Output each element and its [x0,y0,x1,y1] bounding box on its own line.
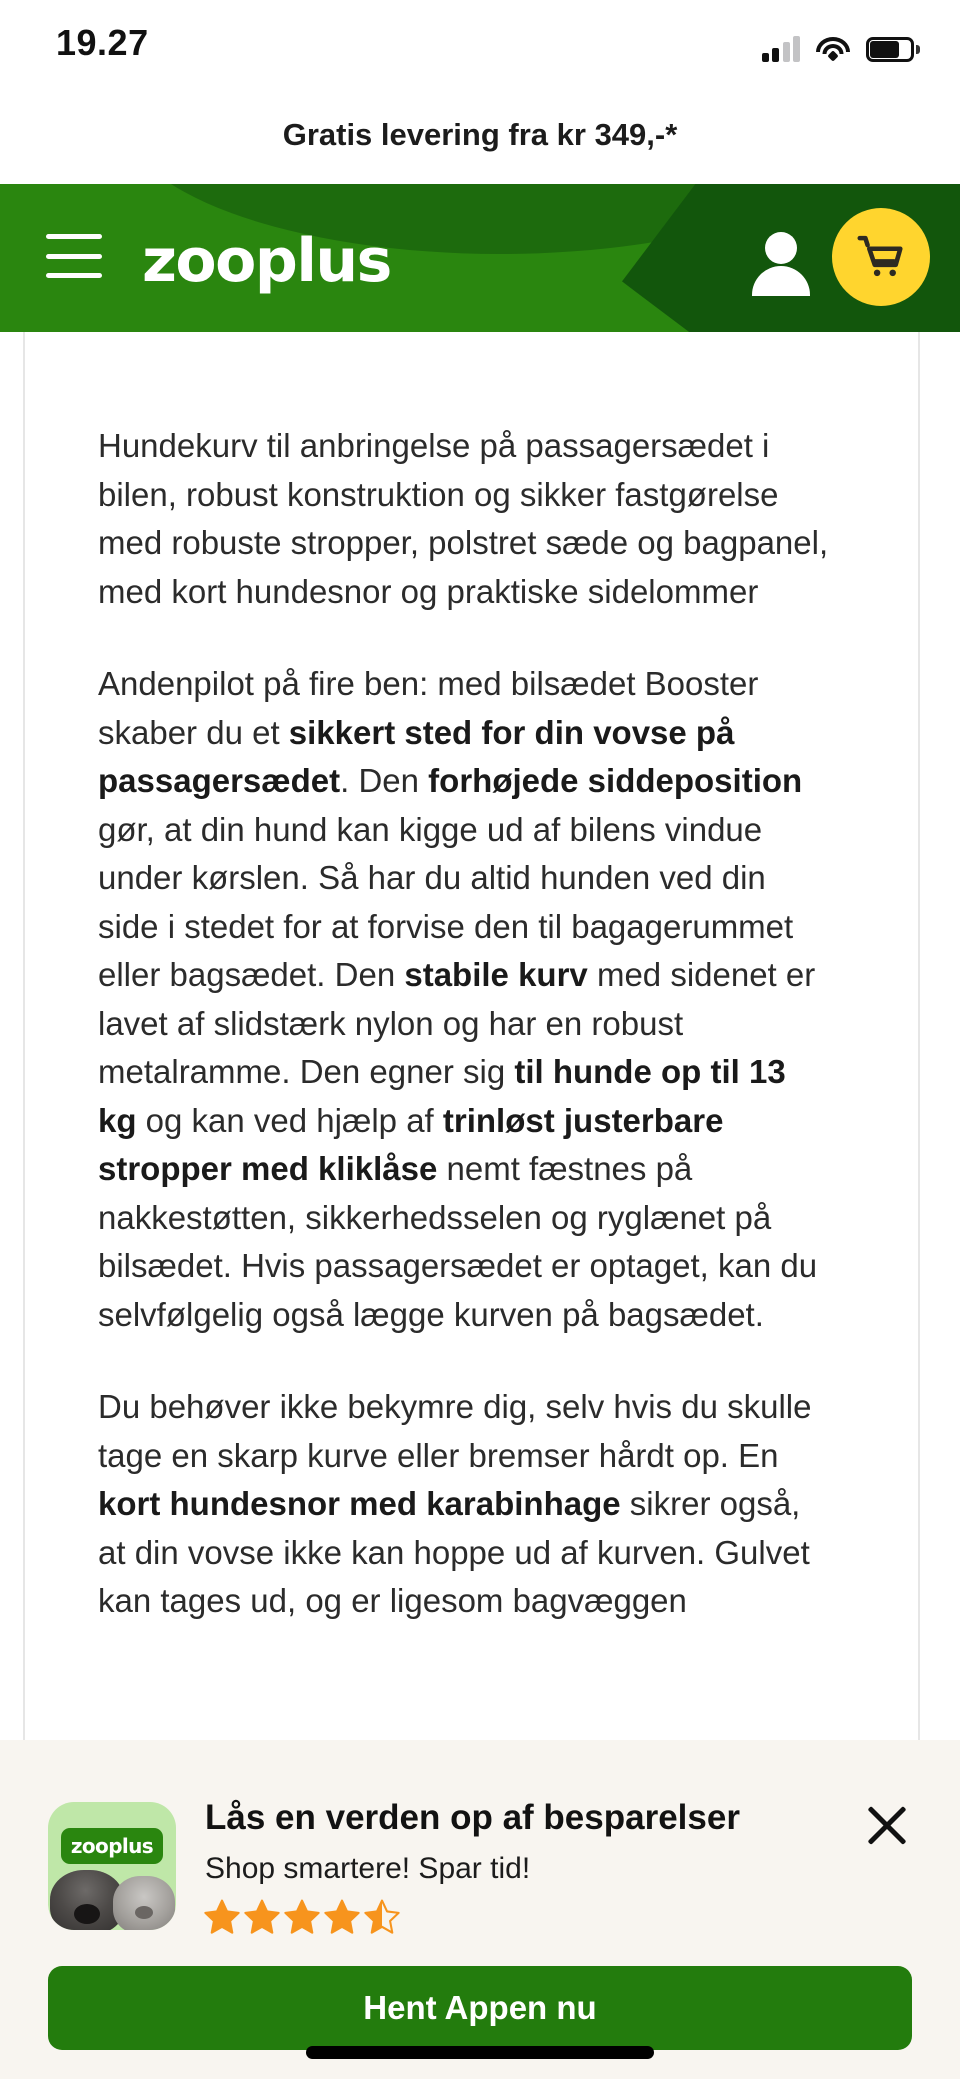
get-app-button[interactable]: Hent Appen nu [48,1966,912,2050]
star-icon [363,1898,401,1936]
account-icon[interactable] [750,232,812,290]
status-time: 19.27 [56,22,149,63]
rating-stars [203,1898,401,1936]
app-install-banner [0,1740,960,2079]
cat-photo [113,1876,175,1930]
description-card [23,332,920,1740]
star-icon [243,1898,281,1936]
status-bar [0,0,960,86]
close-icon[interactable] [860,1798,914,1852]
emphasised-text: forhøjede siddeposition [428,762,803,799]
body-text: Du behøver ikke bekymre dig, selv hvis du skulle tage en skarp kurve eller bremser hårdt op. En [98,1388,812,1474]
app-icon-logo: zooplus [61,1828,163,1864]
body-text: sikrer også, at din vovse ikke kan hoppe ud af kurven. Gulvet kan tages ud, og er ligesom bagvæggen [98,1485,810,1619]
product-description-section [0,332,960,1740]
hamburger-menu-icon[interactable] [46,234,102,278]
emphasised-text: trinløst justerbare stropper med kliklåse [98,1101,724,1187]
home-indicator [306,2046,654,2059]
cellular-signal-icon [762,36,801,62]
app-banner-subtitle: Shop smartere! Spar tid! [205,1852,531,1885]
star-icon [323,1898,361,1936]
body-text: nemt fæstnes på nakkestøtten, sikkerhedsselen og ryglænet på bilsædet. Hvis passagersædet er optaget, kan du selvfølgelig også lægge kurven på bagsædet. [98,1150,818,1333]
body-text: Hundekurv til anbringelse på passagersædet i bilen, robust konstruktion og sikker fastgørelse med robuste stropper, polstret sæde og bagpanel, med kort hundesnor og praktiske sidelommer [98,427,829,610]
status-icons [762,28,915,62]
body-text: med sidenet er lavet af slidstærk nylon og har en robust metalramme. Den egner sig [98,956,816,1090]
emphasised-text: sikkert sted for din vovse på passagersædet [98,713,735,799]
app-icon [48,1802,176,1930]
app-banner-title: Lås en verden op af besparelser [205,1798,740,1837]
promo-banner-text: Gratis levering fra kr 349,-* [282,117,678,152]
zooplus-logo[interactable]: zooplus [142,226,391,296]
emphasised-text: stabile kurv [404,956,588,993]
star-icon [203,1898,241,1936]
description-paragraph-3 [98,1383,833,1626]
body-text: . Den [340,762,429,799]
promo-banner [0,86,960,184]
emphasised-text: til hunde op til 13 kg [98,1053,786,1139]
body-text: Andenpilot på fire ben: med bilsædet Booster skaber du et [98,665,759,751]
description-paragraph-2 [98,660,833,1339]
battery-icon [866,37,914,62]
star-icon [283,1898,321,1936]
cart-icon[interactable] [832,208,930,306]
body-text: og kan ved hjælp af [136,1101,443,1139]
emphasised-text: kort hundesnor med karabinhage [98,1485,621,1522]
wifi-icon [816,36,850,62]
description-paragraph-1 [98,422,833,616]
body-text: gør, at din hund kan kigge ud af bilens vindue under kørslen. Så har du altid hunden ved din side i stedet for at forvise den til bagagerummet eller bagsædet. Den [98,810,794,993]
site-header [0,184,960,332]
